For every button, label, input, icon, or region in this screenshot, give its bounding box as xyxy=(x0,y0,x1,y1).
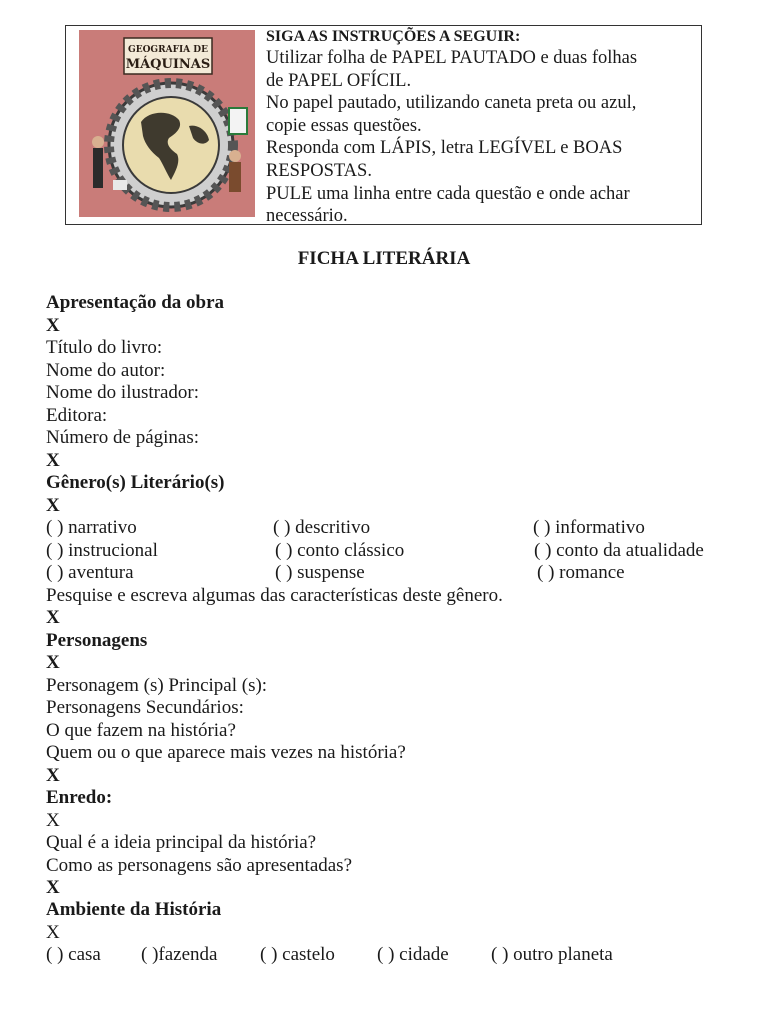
instruction-line: de PAPEL OFÍCIL. xyxy=(266,70,412,91)
section-heading: Gênero(s) Literário(s) xyxy=(46,472,225,493)
field-label: Nome do autor: xyxy=(46,360,166,381)
separator-x: X xyxy=(46,652,60,673)
genre-option[interactable]: ( ) informativo xyxy=(533,517,645,538)
field-label: Editora: xyxy=(46,405,108,426)
section-heading: Enredo: xyxy=(46,787,113,808)
field-label: Personagem (s) Principal (s): xyxy=(46,675,268,696)
instructions-box xyxy=(65,25,702,225)
instructions-title: SIGA AS INSTRUÇÕES A SEGUIR: xyxy=(266,28,521,45)
place-option[interactable]: ( ) casa xyxy=(46,944,101,965)
section-heading: Apresentação da obra xyxy=(46,292,225,313)
genre-option[interactable]: ( ) descritivo xyxy=(273,517,371,538)
field-label: Número de páginas: xyxy=(46,427,200,448)
question-text: O que fazem na história? xyxy=(46,720,236,741)
instruction-line: PULE uma linha entre cada questão e onde achar xyxy=(266,183,630,204)
genre-option[interactable]: ( ) instrucional xyxy=(46,540,158,561)
instruction-line: Utilizar folha de PAPEL PAUTADO e duas folhas xyxy=(266,48,638,68)
place-option[interactable]: ( ) cidade xyxy=(377,944,449,965)
separator-x: X xyxy=(46,922,60,943)
field-label: Nome do ilustrador: xyxy=(46,382,200,403)
book-cover-image xyxy=(79,30,255,217)
question-text: Como as personagens são apresentadas? xyxy=(46,855,353,876)
book-cover-illustration xyxy=(79,30,255,217)
cover-title-line1: GEOGRAFIA DE xyxy=(128,45,208,55)
instruction-line: RESPOSTAS. xyxy=(266,160,372,181)
section-heading: Ambiente da História xyxy=(46,899,222,920)
instructions-text xyxy=(266,26,696,228)
separator-x: X xyxy=(46,315,60,336)
place-option[interactable]: ( )fazenda xyxy=(141,944,218,965)
genre-option[interactable]: ( ) narrativo xyxy=(46,517,137,538)
separator-x: X xyxy=(46,495,60,516)
genre-option[interactable]: ( ) romance xyxy=(537,562,625,583)
genre-option[interactable]: ( ) conto da atualidade xyxy=(534,540,704,561)
field-label: Título do livro: xyxy=(46,337,163,358)
separator-x: X xyxy=(46,607,60,628)
instruction-line: No papel pautado, utilizando caneta preta ou azul, xyxy=(266,93,637,114)
question-text: Qual é a ideia principal da história? xyxy=(46,832,317,853)
section-heading: Personagens xyxy=(46,630,148,651)
question-text: Pesquise e escreva algumas das características deste gênero. xyxy=(46,585,503,606)
instruction-line: Responda com LÁPIS, letra LEGÍVEL e BOAS xyxy=(266,138,623,159)
separator-x: X xyxy=(46,810,60,831)
separator-x: X xyxy=(46,765,60,786)
genre-option[interactable]: ( ) conto clássico xyxy=(275,540,405,561)
separator-x: X xyxy=(46,450,60,471)
place-option[interactable]: ( ) outro planeta xyxy=(491,944,613,965)
cover-title-line2: MÁQUINAS xyxy=(125,57,211,72)
question-text: Quem ou o que aparece mais vezes na história? xyxy=(46,742,406,763)
genre-option[interactable]: ( ) aventura xyxy=(46,562,134,583)
place-option[interactable]: ( ) castelo xyxy=(260,944,335,965)
document-title: FICHA LITERÁRIA xyxy=(297,248,471,269)
instruction-line: necessário. xyxy=(266,206,348,227)
instruction-line: copie essas questões. xyxy=(266,115,422,136)
genre-option[interactable]: ( ) suspense xyxy=(275,562,365,583)
separator-x: X xyxy=(46,877,60,898)
field-label: Personagens Secundários: xyxy=(46,697,244,718)
